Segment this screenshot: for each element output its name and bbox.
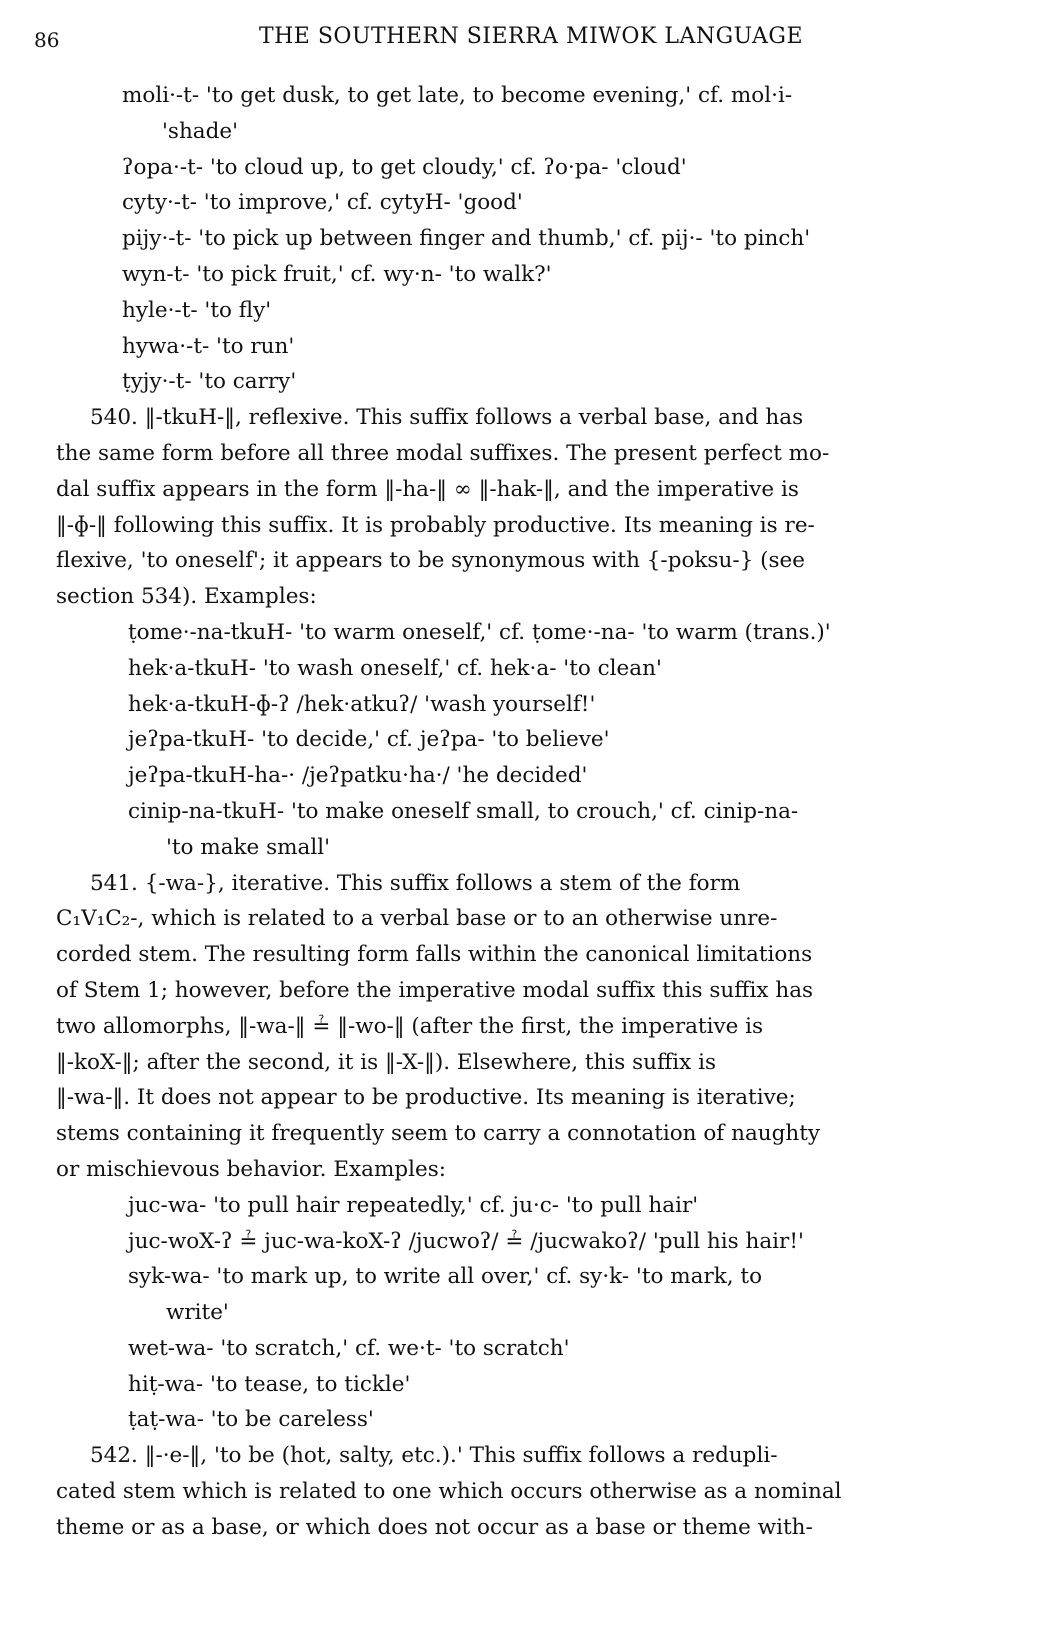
- example-list-a: [56, 78, 998, 400]
- section-541: [56, 866, 998, 1188]
- page-header: [0, 22, 1062, 52]
- paragraph-line: 542. ‖-·e-‖, 'to be (hot, salty, etc.).' This suffix follows a redupli-: [90, 1443, 778, 1469]
- paragraph-line: two allomorphs, ‖-wa-‖ ≟ ‖-wo-‖ (after the first, the imperative is: [56, 1013, 764, 1039]
- paragraph-line: the same form before all three modal suffixes. The present perfect mo-: [56, 440, 830, 466]
- page-number: 86: [34, 28, 60, 52]
- paragraph-line: ‖-koX-‖; after the second, it is ‖-X-‖). Elsewhere, this suffix is: [56, 1049, 716, 1075]
- running-title: THE SOUTHERN SIERRA MIWOK LANGUAGE: [258, 24, 804, 49]
- example-item: hyle·-t- 'to fly': [122, 297, 272, 323]
- example-list-b: [56, 615, 998, 866]
- example-item: moli·-t- 'to get dusk, to get late, to become evening,' cf. mol·i- 'shade': [122, 83, 793, 144]
- paragraph-line: dal suffix appears in the form ‖-ha-‖ ∞ ‖-hak-‖, and the imperative is: [56, 476, 799, 502]
- example-item: syk-wa- 'to mark up, to write all over,' cf. sy·k- 'to mark, to write': [128, 1264, 763, 1326]
- paragraph-line: section 534). Examples:: [56, 584, 317, 610]
- paragraph-line: ‖-wa-‖. It does not appear to be productive. Its meaning is iterative;: [56, 1085, 796, 1111]
- example-item: cyty·-t- 'to improve,' cf. cytyH- 'good': [122, 190, 523, 216]
- paragraph-line: or mischievous behavior. Examples:: [56, 1156, 447, 1182]
- example-list-c: [56, 1188, 998, 1439]
- example-item: jeʔpa-tkuH-ha-· /jeʔpatku·ha·/ 'he decided': [128, 763, 588, 789]
- paragraph-line: cated stem which is related to one which occurs otherwise as a nominal: [56, 1479, 842, 1505]
- paragraph-line: 541. {-wa-}, iterative. This suffix follows a stem of the form: [90, 870, 741, 896]
- example-item: ṭome·-na-tkuH- 'to warm oneself,' cf. ṭome·-na- 'to warm (trans.)': [128, 619, 831, 645]
- example-item: hiṭ-wa- 'to tease, to tickle': [128, 1371, 411, 1397]
- example-item: hek·a-tkuH-ɸ-ʔ /hek·atkuʔ/ 'wash yourself!': [128, 691, 596, 717]
- example-item: ṭyjy·-t- 'to carry': [122, 369, 297, 395]
- paragraph-line: 540. ‖-tkuH-‖, reflexive. This suffix follows a verbal base, and has: [90, 405, 804, 431]
- example-item: pijy·-t- 'to pick up between finger and thumb,' cf. pij·- 'to pinch': [122, 226, 811, 252]
- example-item: wet-wa- 'to scratch,' cf. we·t- 'to scratch': [128, 1335, 570, 1361]
- paragraph-line: flexive, 'to oneself'; it appears to be synonymous with {-poksu-} (see: [56, 548, 805, 574]
- example-item: juc-woX-ʔ ≟ juc-wa-koX-ʔ /jucwoʔ/ ≟ /jucwakoʔ/ 'pull his hair!': [128, 1228, 804, 1254]
- paragraph-line: C₁V₁C₂-, which is related to a verbal base or to an otherwise unre-: [56, 906, 778, 932]
- example-item: hek·a-tkuH- 'to wash oneself,' cf. hek·a- 'to clean': [128, 655, 662, 681]
- example-item: juc-wa- 'to pull hair repeatedly,' cf. ju·c- 'to pull hair': [128, 1192, 699, 1218]
- paragraph-line: ‖-ɸ-‖ following this suffix. It is probably productive. Its meaning is re-: [56, 512, 815, 538]
- section-540: [56, 400, 998, 615]
- example-item: ʔopa·-t- 'to cloud up, to get cloudy,' cf. ʔo·pa- 'cloud': [122, 154, 687, 180]
- paragraph-line: of Stem 1; however, before the imperative modal suffix this suffix has: [56, 977, 814, 1003]
- paragraph-line: corded stem. The resulting form falls within the canonical limitations: [56, 942, 813, 968]
- example-item: ṭaṭ-wa- 'to be careless': [128, 1407, 374, 1433]
- paragraph-line: theme or as a base, or which does not occur as a base or theme with-: [56, 1514, 813, 1540]
- body-text: [56, 78, 998, 1546]
- example-item: cinip-na-tkuH- 'to make oneself small, to crouch,' cf. cinip-na- 'to make small': [128, 798, 799, 860]
- section-542: [56, 1438, 998, 1545]
- example-item: wyn-t- 'to pick fruit,' cf. wy·n- 'to walk?': [122, 261, 552, 287]
- example-item: jeʔpa-tkuH- 'to decide,' cf. jeʔpa- 'to believe': [128, 727, 610, 753]
- example-item: hywa·-t- 'to run': [122, 333, 295, 359]
- paragraph-line: stems containing it frequently seem to carry a connotation of naughty: [56, 1121, 821, 1147]
